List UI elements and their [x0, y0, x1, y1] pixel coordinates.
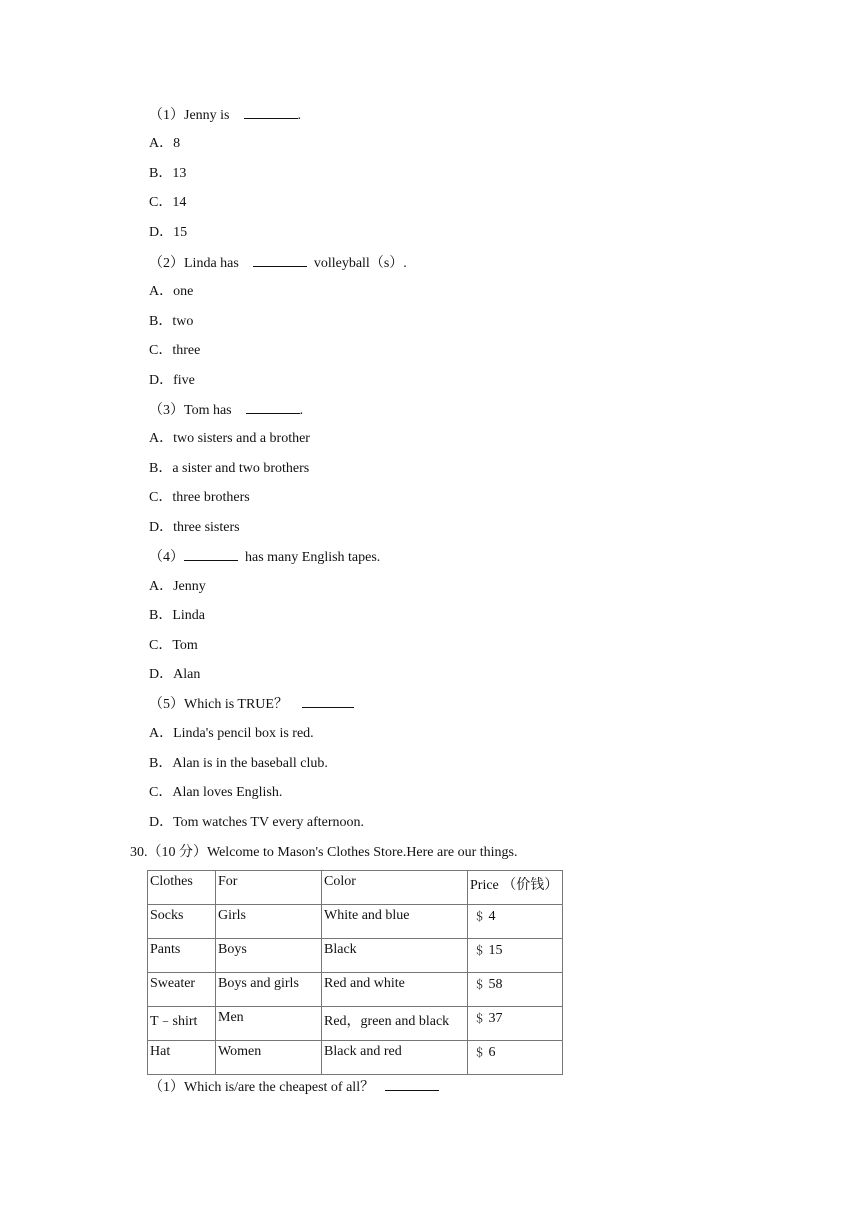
question-1-text: （1）Jenny is — [149, 108, 230, 123]
question-3-text: （3）Tom has — [149, 403, 232, 418]
table-cell: T﹣shirt — [148, 1007, 216, 1041]
currency-symbol: ＄ — [474, 911, 485, 923]
question-3-stem — [149, 401, 303, 420]
question-2-suffix: volleyball（s）. — [313, 256, 407, 271]
currency-symbol: ＄ — [474, 1047, 485, 1059]
table-row — [148, 905, 563, 939]
question-5-text: （5）Which is TRUE？ — [149, 697, 288, 712]
option: D．Alan — [149, 667, 201, 682]
currency-symbol: ＄ — [474, 1013, 485, 1025]
option: D．Tom watches TV every afternoon. — [149, 815, 365, 830]
currency-symbol: ＄ — [474, 945, 485, 957]
table-row — [148, 1041, 563, 1075]
question-1-stem — [149, 106, 301, 125]
table-row — [148, 939, 563, 973]
option: D．five — [149, 373, 195, 388]
table-header-row — [148, 871, 563, 905]
clothes-price-table — [147, 870, 563, 1075]
option: A．Jenny — [149, 579, 206, 594]
table-row — [148, 973, 563, 1007]
table-cell: Red and white — [322, 973, 468, 1007]
table-cell-price — [468, 1041, 563, 1075]
answer-blank — [302, 695, 354, 708]
section-30-heading: 30.（10 分）Welcome to Mason's Clothes Store.Here are our things. — [130, 845, 518, 860]
table-header-cell: For — [216, 871, 322, 905]
price-value: 37 — [488, 1011, 503, 1026]
table-cell: Socks — [148, 905, 216, 939]
option: C．three — [149, 343, 201, 358]
question-5-stem — [149, 695, 354, 714]
table-cell-price — [468, 973, 563, 1007]
question-4-text: （4） — [149, 550, 184, 565]
table-cell: Sweater — [148, 973, 216, 1007]
table-row — [148, 1007, 563, 1041]
table-cell: Boys and girls — [216, 973, 322, 1007]
option: A．Linda's pencil box is red. — [149, 726, 314, 741]
question-1-suffix: . — [297, 108, 301, 123]
answer-blank — [184, 548, 238, 561]
option: C．Alan loves English. — [149, 785, 283, 800]
question-4-suffix: has many English tapes. — [245, 550, 381, 565]
option: B．a sister and two brothers — [149, 461, 310, 476]
option: C．three brothers — [149, 490, 250, 505]
option: B．Linda — [149, 608, 205, 623]
price-value: 15 — [488, 943, 503, 958]
table-cell-price — [468, 905, 563, 939]
option: A．8 — [149, 136, 181, 151]
section-30-question-1-text: （1）Which is/are the cheapest of all？ — [149, 1080, 375, 1095]
option: C．14 — [149, 195, 187, 210]
question-2-text: （2）Linda has — [149, 256, 239, 271]
option: D．15 — [149, 225, 188, 240]
price-value: 58 — [488, 977, 503, 992]
price-value: 6 — [488, 1045, 496, 1060]
table-cell: Black — [322, 939, 468, 973]
table-header-cell: Clothes — [148, 871, 216, 905]
question-4-stem — [149, 548, 380, 567]
table-cell: Red，green and black — [322, 1007, 468, 1041]
table-cell: Women — [216, 1041, 322, 1075]
price-value: 4 — [488, 909, 496, 924]
table-cell: Men — [216, 1007, 322, 1041]
option: D．three sisters — [149, 520, 240, 535]
answer-blank — [244, 106, 298, 119]
table-cell: Girls — [216, 905, 322, 939]
option: B．two — [149, 314, 194, 329]
table-cell: Boys — [216, 939, 322, 973]
table-cell: Hat — [148, 1041, 216, 1075]
option: C．Tom — [149, 638, 198, 653]
table-cell-price — [468, 1007, 563, 1041]
table-cell: Black and red — [322, 1041, 468, 1075]
table-cell: White and blue — [322, 905, 468, 939]
answer-blank — [385, 1078, 439, 1091]
answer-blank — [253, 254, 307, 267]
question-2-stem — [149, 254, 407, 273]
table-cell-price — [468, 939, 563, 973]
currency-symbol: ＄ — [474, 979, 485, 991]
table-header-cell: Color — [322, 871, 468, 905]
option: B．13 — [149, 166, 187, 181]
table-header-cell: Price （价钱） — [468, 871, 563, 905]
question-3-suffix: . — [299, 403, 304, 418]
section-30-question-1 — [149, 1078, 439, 1097]
table-cell: Pants — [148, 939, 216, 973]
option: A．two sisters and a brother — [149, 431, 310, 446]
option: B．Alan is in the baseball club. — [149, 756, 328, 771]
answer-blank — [246, 401, 300, 414]
option: A．one — [149, 284, 194, 299]
